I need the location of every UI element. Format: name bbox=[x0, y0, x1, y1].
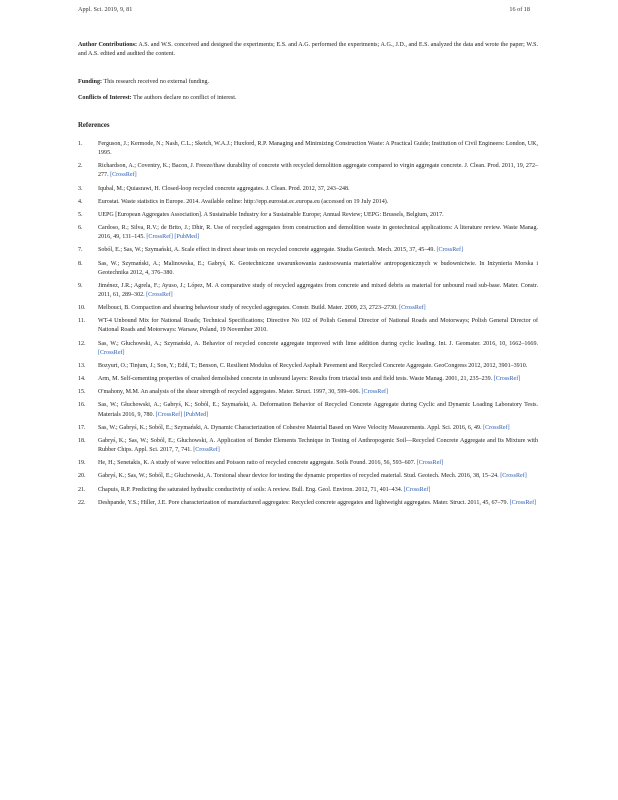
reference-item bbox=[78, 185, 538, 194]
reference-text: Cardoso, R.; Silva, R.V.; de Brito, J.; Dhir, R. Use of recycled aggregates from construction and demolition waste in geotechnical applications: A literature review. Waste Manag. 2016, 49, 131–145. bbox=[98, 225, 538, 241]
reference-text: Jiménez, J.R.; Agrela, F.; Ayuso, J.; López, M. A comparative study of recycled aggregates from concrete and mixed debris as material for unbound road sub-base. Mater. Constr. 2011, 61, 289–302. bbox=[98, 282, 538, 298]
reference-text: Melbouci, B. Compaction and shearing behaviour study of recycled aggregates. Constr. Build. Mater. 2009, 23, 2723–2730. bbox=[98, 305, 398, 312]
reference-item bbox=[78, 340, 538, 358]
reference-links[interactable]: [CrossRef] bbox=[493, 376, 521, 383]
reference-text: Sas, W.; Głuchowski, A.; Gabryś, K.; Soból, E.; Szymański, A. Deformation Behavior of Recycled Concrete Aggregate during Cyclic and Dynamic Loading Laboratory Tests. Materials 2016, 9, 780. bbox=[98, 402, 538, 418]
author-contributions bbox=[78, 41, 538, 59]
reference-text: Deshpande, Y.S.; Hiller, J.E. Pore characterization of manufactured aggregates: Recycled concrete aggregates and lightweight aggregates. Mater. Struct. 2011, 45, 67–79. bbox=[98, 499, 509, 506]
conflicts-statement bbox=[78, 94, 538, 103]
reference-number: 18. bbox=[78, 437, 86, 444]
reference-links[interactable]: [CrossRef] bbox=[483, 424, 510, 431]
reference-item bbox=[78, 437, 538, 455]
reference-text: Gabryś, K.; Sas, W.; Soból, E.; Głuchowski, A. Torsional shear device for testing the dynamic properties of recycled material. Stud. Geotech. Mech. 2016, 38, 15–24. bbox=[98, 473, 499, 480]
reference-number: 3. bbox=[78, 185, 83, 192]
reference-links[interactable]: [CrossRef] bbox=[146, 291, 173, 298]
reference-text: Ferguson, J.; Kermode, N.; Nash, C.L.; Sketch, W.A.J.; Huxford, R.P. Managing and Minimizing Construction Waste: A Practical Guide; Institution of Civil Engineers: London, UK, 1995. bbox=[98, 141, 538, 157]
reference-item bbox=[78, 459, 538, 468]
reference-list bbox=[78, 140, 538, 512]
reference-number: 8. bbox=[78, 260, 83, 267]
reference-item bbox=[78, 401, 538, 419]
reference-item bbox=[78, 499, 538, 508]
reference-item bbox=[78, 317, 538, 335]
reference-item bbox=[78, 472, 538, 481]
reference-item bbox=[78, 304, 538, 313]
author-contributions-label: Author Contributions: bbox=[78, 42, 138, 48]
reference-item bbox=[78, 486, 538, 495]
reference-text: Iqubal, M.; Quiasrawi, H. Closed-loop recycled concrete aggregates. J. Clean. Prod. 2012, 37, 243–248. bbox=[98, 185, 350, 192]
reference-links[interactable]: [CrossRef] bbox=[98, 349, 125, 356]
reference-number: 20. bbox=[78, 473, 86, 480]
reference-number: 6. bbox=[78, 225, 83, 232]
reference-text: WT-4 Unbound Mix for National Roads; Technical Specifications; Directive No 102 of Polish General Director of National Roads and Motorways; Polish General Director of National Roads and Motorways: Warsaw, Poland, 19 November 2010. bbox=[98, 318, 538, 334]
reference-number: 7. bbox=[78, 247, 83, 254]
reference-number: 13. bbox=[78, 362, 86, 369]
reference-text: Soból, E.; Sas, W.; Szymański, A. Scale effect in direct shear tests on recycled concrete aggregate. Studia Geotech. Mech. 2015, 37, 45–49. bbox=[98, 247, 435, 254]
reference-number: 16. bbox=[78, 402, 86, 409]
reference-text: He, H.; Senetakis, K. A study of wave velocities and Poisson ratio of recycled concrete aggregate. Soils Found. 2016, 56, 593–607. bbox=[98, 460, 416, 467]
journal-citation: Appl. Sci. 2019, 9, 81 bbox=[78, 6, 133, 13]
reference-links[interactable]: [CrossRef] bbox=[500, 473, 527, 480]
reference-text: Eurostat. Waste statistics in Europe. 2014. Available online: http://epp.eurostat.ec.europa.eu (accessed on 19 July 2014). bbox=[98, 198, 389, 205]
conflicts-label: Conflicts of Interest: bbox=[78, 95, 132, 101]
reference-text: O'mahony, M.M. An analysis of the shear strength of recycled aggregates. Mater. Struct. 1997, 30, 599–606. bbox=[98, 389, 360, 396]
page-number: 16 of 18 bbox=[509, 6, 530, 13]
funding-statement bbox=[78, 78, 538, 87]
reference-number: 9. bbox=[78, 282, 83, 289]
reference-text: Arm, M. Self-cementing properties of crushed demolished concrete in unbound layers: Results from triaxial tests and field tests. Waste Manag. 2001, 21, 235–239. bbox=[98, 376, 493, 383]
reference-number: 17. bbox=[78, 424, 86, 431]
reference-links[interactable]: [CrossRef] bbox=[416, 460, 444, 467]
reference-links[interactable]: [CrossRef] [PubMed] bbox=[155, 411, 209, 418]
reference-item bbox=[78, 375, 538, 384]
reference-links[interactable]: [CrossRef] bbox=[509, 499, 537, 506]
reference-text: Chapuis, R.P. Predicting the saturated hydraulic conductivity of soils: A review. Bull. Eng. Geol. Environ. 2012, 71, 401–434. bbox=[98, 486, 403, 493]
reference-text: Sas, W.; Szymański, A.; Malinowska, E.; Gabryś, K. Geotechniczne uwarunkowania zastosowania materiałów antropogenicznych w budownictwie. In Inżynieria Morska i Geotechnika 2012, 4, 376–380. bbox=[98, 260, 538, 276]
reference-item bbox=[78, 162, 538, 180]
reference-item bbox=[78, 198, 538, 207]
reference-item bbox=[78, 388, 538, 397]
reference-number: 11. bbox=[78, 318, 86, 325]
reference-links[interactable]: [CrossRef] bbox=[361, 389, 389, 396]
reference-links[interactable]: [CrossRef] bbox=[193, 447, 220, 454]
reference-number: 15. bbox=[78, 389, 86, 396]
reference-text: Sas, W.; Gabryś, K.; Soból, E.; Szymański, A. Dynamic Characterization of Cohesive Material Based on Wave Velocity Measurements. Appl. Sci. 2016, 6, 49. bbox=[98, 424, 482, 431]
funding-label: Funding: bbox=[78, 79, 103, 85]
reference-number: 1. bbox=[78, 141, 83, 147]
reference-item bbox=[78, 140, 538, 158]
reference-number: 4. bbox=[78, 198, 83, 205]
reference-item bbox=[78, 362, 538, 371]
reference-number: 12. bbox=[78, 340, 86, 347]
reference-links[interactable]: [CrossRef] bbox=[436, 247, 463, 254]
reference-text: Sas, W.; Głuchowski, A.; Szymański, A. Behavior of recycled concrete aggregate improved with lime addition during cyclic loading. Int. J. Geomater. 2016, 10, 1662–1669. bbox=[98, 340, 538, 347]
reference-number: 21. bbox=[78, 486, 86, 493]
reference-item bbox=[78, 246, 538, 255]
reference-number: 2. bbox=[78, 163, 83, 170]
reference-text: Gabryś, K.; Sas, W.; Soból, E.; Głuchowski, A. Application of Bender Elements Technique in Testing of Anthropogenic Soil—Recycled Concrete Aggregate and Its Mixture with Rubber Chips. Appl. Sci. 2017, 7, 741. bbox=[98, 437, 538, 454]
reference-text: UEPG [European Aggregates Association]. A Sustainable Industry for a Sustainable Europe; Annual Review; UEPG: Brussels, Belgium, 2017. bbox=[98, 211, 444, 218]
reference-item bbox=[78, 224, 538, 242]
author-contributions-text: A.S. and W.S. conceived and designed the experiments; E.S. and A.G. performed the experiments; A.G., J.D., and E.S. analyzed the data and wrote the paper; W.S. and A.S. edited and audited the content. bbox=[78, 42, 538, 57]
reference-number: 10. bbox=[78, 305, 86, 312]
reference-number: 5. bbox=[78, 211, 83, 218]
reference-number: 14. bbox=[78, 376, 86, 383]
reference-item bbox=[78, 282, 538, 300]
reference-links[interactable]: [CrossRef] bbox=[403, 486, 431, 493]
reference-item bbox=[78, 424, 538, 433]
reference-number: 22. bbox=[78, 499, 86, 506]
reference-item bbox=[78, 211, 538, 220]
reference-links[interactable]: [CrossRef] bbox=[110, 172, 137, 179]
references-heading: References bbox=[78, 122, 110, 129]
funding-text: This research received no external funding. bbox=[103, 79, 210, 85]
reference-links[interactable]: [CrossRef] [PubMed] bbox=[146, 234, 199, 241]
reference-text: Bozyurt, O.; Tinjum, J.; Son, Y.; Edil, T.; Benson, C. Resilient Modulus of Recycled Asphalt Pavement and Recycled Concrete Aggregate. GeoCongress 2012, 2012, 3901–3910. bbox=[98, 362, 528, 369]
reference-item bbox=[78, 260, 538, 278]
conflicts-text: The authors declare no conflict of interest. bbox=[133, 95, 237, 101]
reference-links[interactable]: [CrossRef] bbox=[399, 305, 426, 312]
reference-text: Richardson, A.; Coventry, K.; Bacon, J. Freeze/thaw durability of concrete with recycled demolition aggregate compared to virgin aggregate concrete. J. Clean. Prod. 2011, 19, 272–277. bbox=[98, 163, 538, 179]
reference-number: 19. bbox=[78, 460, 86, 467]
